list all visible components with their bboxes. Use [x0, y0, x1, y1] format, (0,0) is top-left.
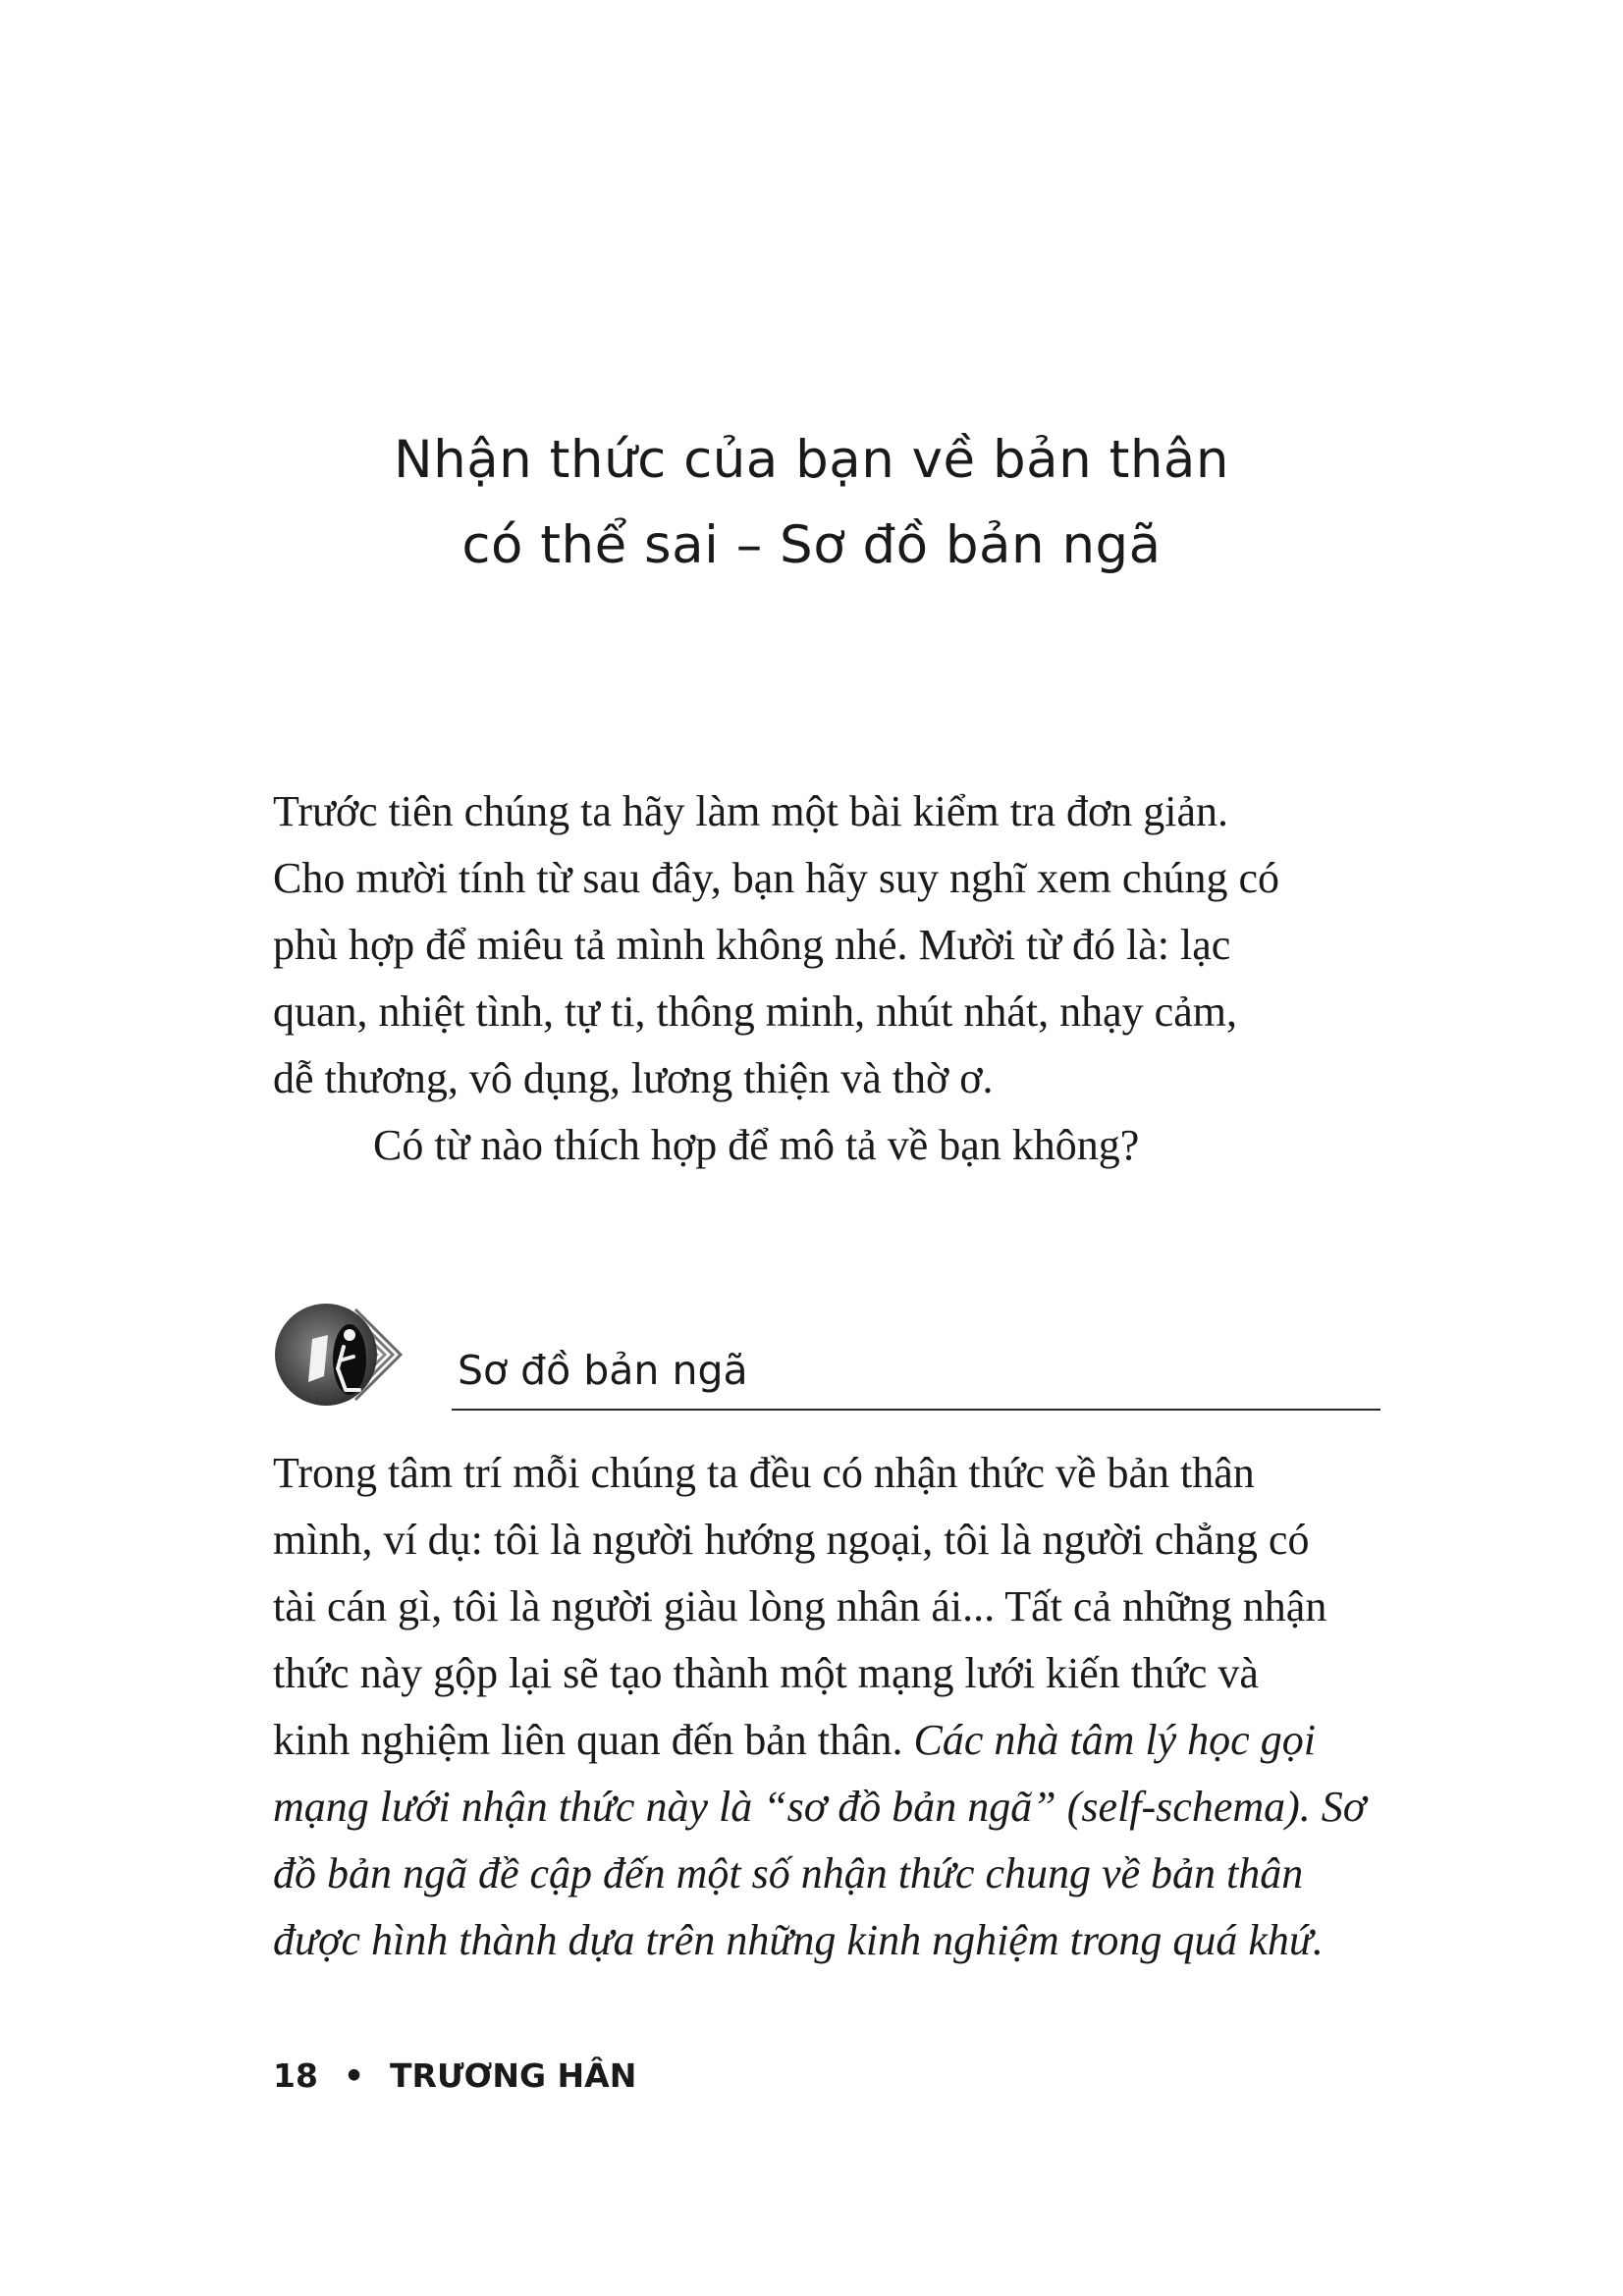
section-line: thức này gộp lại sẽ tạo thành một mạng lưới kiến thức và [273, 1649, 1259, 1697]
intro-line: quan, nhiệt tình, tự ti, thông minh, nhút nhát, nhạy cảm, [273, 988, 1237, 1036]
intro-line: phù hợp để miêu tả mình không nhé. Mười từ đó là: lạc [273, 921, 1231, 969]
section-line: tài cán gì, tôi là người giàu lòng nhân ái... Tất cả những nhận [273, 1582, 1327, 1630]
intro-paragraph [273, 778, 1377, 1179]
chapter-title [0, 417, 1623, 588]
section-divider [452, 1409, 1380, 1411]
section-line [273, 1841, 1377, 1907]
page-footer [273, 2055, 636, 2098]
chapter-title-line-1: Nhận thức của bạn về bản thân [393, 430, 1230, 490]
intro-line: Trước tiên chúng ta hãy làm một bài kiểm tra đơn giản. [273, 787, 1229, 835]
section-line-italic: được hình thành dựa trên những kinh nghiệm trong quá khứ. [273, 1916, 1324, 1964]
section-line [273, 1907, 1377, 1974]
section-paragraph [273, 1440, 1377, 1974]
section-line-italic: mạng lưới nhận thức này là “sơ đồ bản ngã” (self-schema). Sơ [273, 1783, 1367, 1831]
chapter-title-line-2: có thể sai – Sơ đồ bản ngã [461, 515, 1162, 575]
intro-question: Có từ nào thích hợp để mô tả về bạn không? [373, 1121, 1140, 1169]
section-header [271, 1296, 1380, 1414]
section-line-italic: đồ bản ngã đề cập đến một số nhận thức chung về bản thân [273, 1849, 1304, 1897]
section-line-roman: kinh nghiệm liên quan đến bản thân. [273, 1716, 903, 1764]
section-line: mình, ví dụ: tôi là người hướng ngoại, tôi là người chẳng có [273, 1516, 1310, 1564]
footer-separator: • [343, 2056, 365, 2095]
section-line-italic: Các nhà tâm lý học gọi [913, 1716, 1316, 1764]
section-line [273, 1774, 1377, 1841]
section-line: Trong tâm trí mỗi chúng ta đều có nhận thức về bản thân [273, 1449, 1255, 1497]
page-number: 18 [273, 2056, 318, 2095]
intro-line: dễ thương, vô dụng, lương thiện và thờ ơ. [273, 1054, 994, 1102]
author-name: TRƯƠNG HÂN [390, 2056, 637, 2095]
section-title: Sơ đồ bản ngã [458, 1347, 748, 1394]
section-line [273, 1707, 1377, 1774]
intro-line: Cho mười tính từ sau đây, bạn hãy suy nghĩ xem chúng có [273, 854, 1279, 902]
figure-in-circle-icon [271, 1296, 408, 1414]
